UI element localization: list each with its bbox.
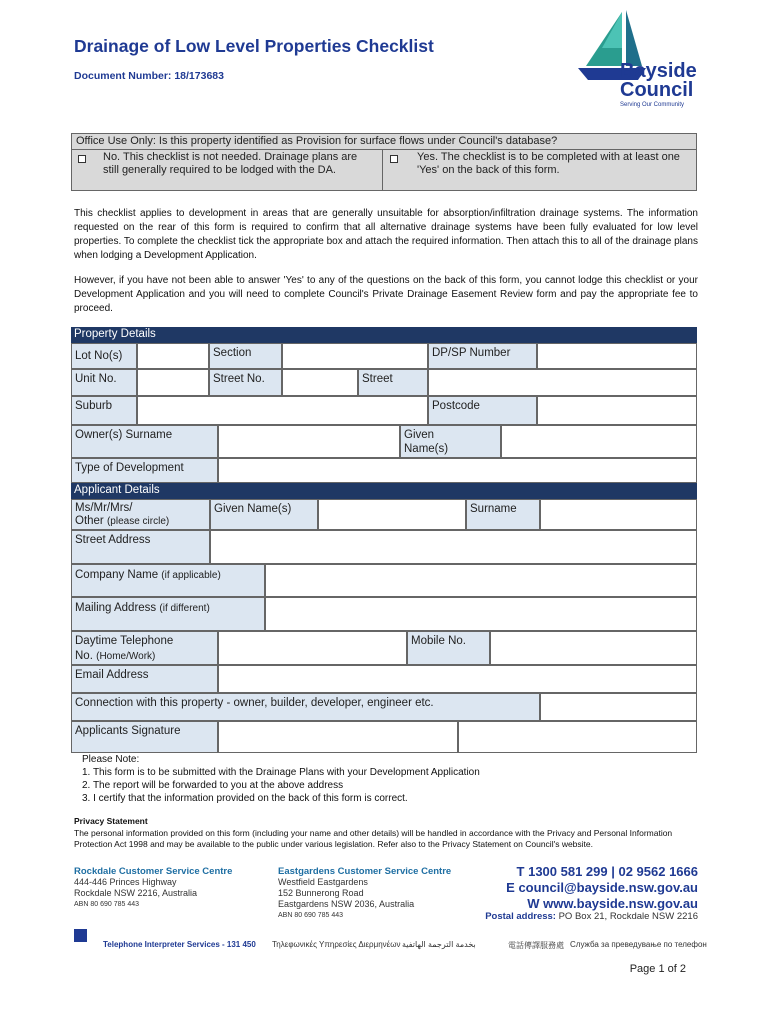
- logo-text-council: Council: [620, 79, 694, 101]
- owner-surname-input[interactable]: [218, 425, 400, 458]
- mailing-address-input[interactable]: [265, 597, 697, 631]
- connection-label: Connection with this property - owner, builder, developer, engineer etc.: [71, 693, 540, 721]
- office-use-heading: Office Use Only: Is this property identified as Provision for surface flows under Council's database?: [76, 135, 558, 147]
- phone-contact: T 1300 581 299 | 02 9562 1666: [516, 864, 698, 879]
- web-contact[interactable]: W www.bayside.nsw.gov.au: [527, 896, 698, 911]
- section-input[interactable]: [282, 343, 428, 369]
- email-input[interactable]: [218, 665, 697, 693]
- street-no-input[interactable]: [282, 369, 358, 396]
- phone-label: Daytime Telephone No. (Home/Work): [71, 631, 218, 665]
- interpreter-greek: Τηλεφωνικές Υπηρεσίες Διερμηνέων: [272, 940, 401, 949]
- street-no-label: Street No.: [209, 369, 282, 396]
- bayside-council-logo: [572, 8, 702, 112]
- signature-date-input[interactable]: [458, 721, 697, 753]
- mobile-label: Mobile No.: [407, 631, 490, 665]
- logo-tagline: Serving Our Community: [620, 102, 685, 108]
- interpreter-arabic: بخدمة الترجمة الهاتفية: [402, 940, 476, 949]
- applicant-surname-label: Surname: [466, 499, 540, 530]
- interpreter-macedonian: Служба за преведување по телефон: [570, 940, 707, 949]
- logo-text-bayside: Bayside: [620, 60, 697, 82]
- owner-surname-label: Owner(s) Surname: [71, 425, 218, 458]
- interpreter-chinese: 電話傳譯服務處: [508, 941, 564, 950]
- phone-input[interactable]: [218, 631, 407, 665]
- company-name-input[interactable]: [265, 564, 697, 597]
- office-option-yes: Yes. The checklist is to be completed with at least one 'Yes' on the back of this form.: [417, 151, 680, 176]
- unit-label: Unit No.: [71, 369, 137, 396]
- applicant-surname-input[interactable]: [540, 499, 697, 530]
- given-names-input[interactable]: [501, 425, 697, 458]
- intro-paragraph-2: However, if you have not been able to answer 'Yes' to any of the questions on the back of this form, you cannot lodge this checklist or your Development Application and you will need to complete Council's Private Drainage Easement Review form and pay the appropriate fee to proceed.: [74, 275, 698, 314]
- page-number: Page 1 of 2: [629, 963, 686, 975]
- street-address-label: Street Address: [71, 530, 210, 564]
- section-label: Section: [209, 343, 282, 369]
- property-details-header: Property Details: [71, 327, 697, 343]
- note-item-1: 1. This form is to be submitted with the Drainage Plans with your Development Application: [82, 767, 480, 778]
- postal-address: Postal address: PO Box 21, Rockdale NSW 2216: [485, 911, 698, 922]
- notes-heading: Please Note:: [82, 754, 140, 765]
- type-of-development-label: Type of Development: [71, 458, 218, 483]
- privacy-heading: Privacy Statement: [74, 816, 148, 826]
- mobile-input[interactable]: [490, 631, 697, 665]
- title-label: Ms/Mr/Mrs/ Other (please circle): [71, 499, 210, 530]
- page-title: Drainage of Low Level Properties Checklist: [74, 36, 434, 56]
- postcode-label: Postcode: [428, 396, 537, 425]
- document-number: Document Number: 18/173683: [74, 70, 224, 82]
- applicant-given-label: Given Name(s): [210, 499, 318, 530]
- type-of-development-input[interactable]: [218, 458, 697, 483]
- privacy-text: The personal information provided on this form (including your name and other details) will be handled in accordance with the Privacy and Personal Information Protection Act 1998 and may be available to the public under various legislation. Refer also to the Privacy Statement on Council's website.: [74, 828, 673, 849]
- email-label: Email Address: [71, 665, 218, 693]
- given-names-label: Given Name(s): [400, 425, 501, 458]
- lot-input[interactable]: [137, 343, 209, 369]
- dpsp-label: DP/SP Number: [428, 343, 537, 369]
- applicant-details-header: Applicant Details: [71, 483, 697, 499]
- mailing-address-label: Mailing Address (if different): [71, 597, 265, 631]
- intro-paragraph-1: This checklist applies to development in areas that are generally unsuitable for absorption/infiltration drainage systems. The information requested on the rear of this form is required to confirm that all alternative drainage systems have been fully evaluated for low level properties. To complete the checklist tick the appropriate box and attach the required information. Then attach this to all of the drainage plans when lodging a Development Application.: [74, 208, 698, 261]
- applicant-given-input[interactable]: [318, 499, 466, 530]
- note-item-2: 2. The report will be forwarded to you at the above address: [82, 780, 344, 791]
- checkbox-no[interactable]: [78, 155, 86, 163]
- interpreter-icon: [74, 929, 87, 942]
- lot-label: Lot No(s): [71, 343, 137, 369]
- dpsp-input[interactable]: [537, 343, 697, 369]
- connection-input[interactable]: [540, 693, 697, 721]
- street-address-input[interactable]: [210, 530, 697, 564]
- company-name-label: Company Name (if applicable): [71, 564, 265, 597]
- street-label: Street: [358, 369, 428, 396]
- eastgardens-centre: Eastgardens Customer Service Centre Westfield Eastgardens 152 Bunnerong Road Eastgardens NSW 2036, Australia ABN 80 690 785 443: [278, 866, 452, 919]
- postcode-input[interactable]: [537, 396, 697, 425]
- suburb-label: Suburb: [71, 396, 137, 425]
- checkbox-yes[interactable]: [390, 155, 398, 163]
- street-input[interactable]: [428, 369, 697, 396]
- unit-input[interactable]: [137, 369, 209, 396]
- interpreter-services: Telephone Interpreter Services - 131 450: [103, 940, 256, 949]
- office-option-no: No. This checklist is not needed. Drainage plans are still generally required to be lodged with the DA.: [103, 151, 358, 176]
- email-contact[interactable]: E council@bayside.nsw.gov.au: [506, 880, 698, 895]
- suburb-input[interactable]: [137, 396, 428, 425]
- rockdale-centre: Rockdale Customer Service Centre 444-446 Princes Highway Rockdale NSW 2216, Australia ABN 80 690 785 443: [74, 866, 233, 908]
- signature-input[interactable]: [218, 721, 458, 753]
- office-use-box: [71, 133, 697, 191]
- signature-label: Applicants Signature: [71, 721, 218, 753]
- note-item-3: 3. I certify that the information provided on the back of this form is correct.: [82, 793, 408, 804]
